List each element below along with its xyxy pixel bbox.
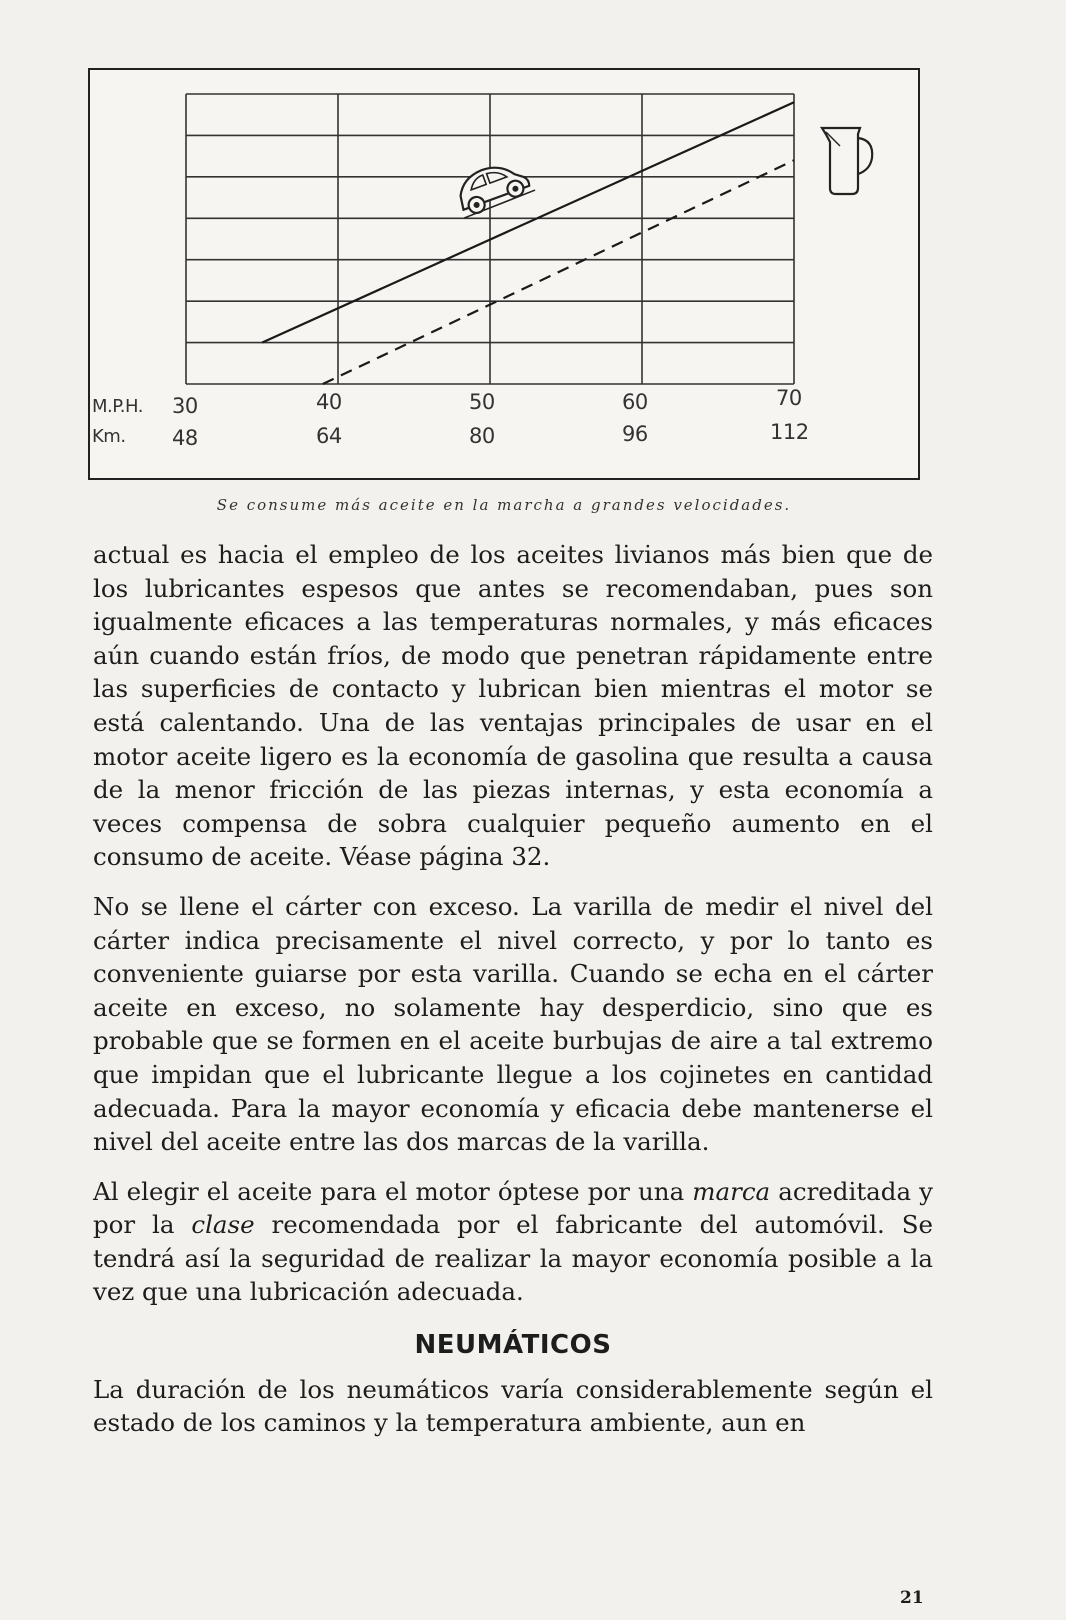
axis-label-mph: M.P.H. [92, 396, 143, 417]
emphasis-marca: marca [692, 1176, 771, 1206]
tick-mph-70: 70 [776, 386, 802, 410]
section-heading: NEUMÁTICOS [414, 1330, 612, 1361]
chart-figure [88, 68, 920, 480]
paragraph-1: actual es hacia el empleo de los aceites livianos más bien que de los lubricantes espesos que antes se recomendaban, pues son igualmente eficaces a las temperaturas normales, y más eficaces aún cuando están fríos, de modo que penetran rápidamente entre las superficies de contacto y lubrican bien mientras el motor se está calentando. Una de las ventajas principales de usar en el motor aceite ligero es la economía de gasolina que resulta a causa de la menor fricción de las piezas internas, y esta economía a veces compensa de sobra cualquier pequeño aumento en el consumo de aceite. Véase página 32. [93, 540, 933, 872]
paragraph-3-part-1: Al elegir el aceite para el motor óptese por una [93, 1176, 693, 1206]
paragraph-3-part-3: recomendada por el fabricante del automóvil. Se tendrá así la seguridad de realizar la mayor economía posible a la vez que una lubricación adecuada. [93, 1210, 933, 1307]
page-number: 21 [900, 1588, 924, 1608]
oil-jug-icon [822, 128, 872, 194]
series-line-dashed [323, 160, 794, 384]
tick-km-80: 80 [469, 424, 495, 448]
tick-mph-60: 60 [622, 390, 648, 414]
paragraph-3 [93, 1175, 933, 1309]
tick-km-112: 112 [770, 420, 809, 444]
paragraph-2: No se llene el cárter con exceso. La varilla de medir el nivel del cárter indica precisamente el nivel correcto, y por lo tanto es conveniente guiarse por esta varilla. Cuando se echa en el cárter aceite en exceso, no solamente hay desperdicio, sino que es probable que se formen en el aceite burbujas de aire a tal extremo que impidan que el lubricante llegue a los cojinetes en cantidad adecuada. Para la mayor economía y eficacia debe mantenerse el nivel del aceite entre las dos marcas de la varilla. [93, 891, 933, 1157]
paragraph-3-part-2: acreditada y por la [93, 1176, 934, 1240]
paragraph-4: La duración de los neumáticos varía considerablemente según el estado de los caminos y la temperatura ambiente, aun en [93, 1374, 933, 1438]
emphasis-clase: clase [191, 1210, 255, 1240]
body-text [93, 538, 933, 1456]
tick-km-96: 96 [622, 422, 648, 446]
tick-km-48: 48 [172, 426, 198, 450]
tick-mph-40: 40 [316, 390, 342, 414]
axis-label-km: Km. [92, 426, 126, 447]
figure-caption: Se consume más aceite en la marcha a grandes velocidades. [216, 496, 792, 514]
car-icon [451, 155, 536, 218]
series-line-solid [262, 102, 794, 342]
tick-mph-50: 50 [469, 390, 495, 414]
tick-mph-30: 30 [172, 394, 198, 418]
tick-km-64: 64 [316, 424, 342, 448]
chart-series [262, 102, 794, 384]
